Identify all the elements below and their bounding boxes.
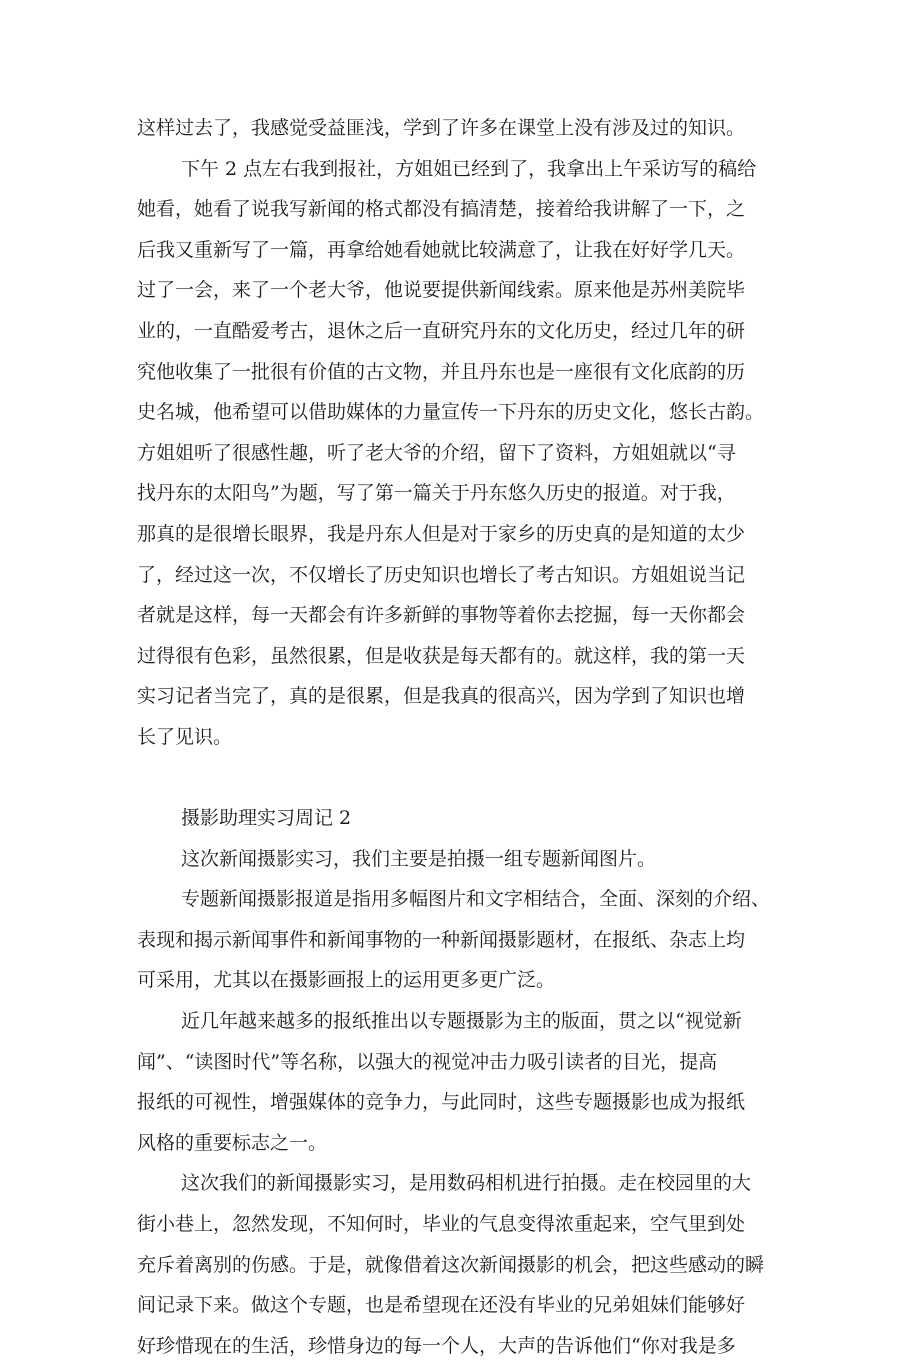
- text-line: 表现和揭示新闻事件和新闻事物的一种新闻摄影题材，在报纸、杂志上均: [137, 928, 746, 951]
- text-line: 她看，她看了说我写新闻的格式都没有搞清楚，接着给我讲解了一下，之: [137, 198, 746, 221]
- text-line: 可采用，尤其以在摄影画报上的运用更多更广泛。: [137, 969, 556, 992]
- text-line: 充斥着离别的伤感。于是，就像借着这次新闻摄影的机会，把这些感动的瞬: [137, 1253, 765, 1276]
- text-line: 间记录下来。做这个专题，也是希望现在还没有毕业的兄弟姐妹们能够好: [137, 1294, 746, 1317]
- text-line: 这样过去了，我感觉受益匪浅，学到了许多在课堂上没有涉及过的知识。: [137, 117, 746, 139]
- text-line: 这次新闻摄影实习，我们主要是拍摄一组专题新闻图片。: [181, 847, 657, 870]
- text-line: 专题新闻摄影报道是指用多幅图片和文字相结合，全面、深刻的介绍、: [181, 888, 771, 911]
- text-line: 好珍惜现在的生活，珍惜身边的每一个人，大声的告诉他们“你对我是多: [137, 1334, 736, 1357]
- text-line: 报纸的可视性，增强媒体的竞争力，与此同时，这些专题摄影也成为报纸: [137, 1091, 746, 1114]
- section-title: 摄影助理实习周记 2: [181, 807, 352, 830]
- paragraph-gap: [137, 758, 797, 799]
- text-line: 了，经过这一次，不仅增长了历史知识也增长了考古知识。方姐姐说当记: [137, 563, 746, 586]
- text-line: 实习记者当完了，真的是很累，但是我真的很高兴，因为学到了知识也增: [137, 685, 746, 708]
- text-line: 方姐姐听了很感性趣，听了老大爷的介绍，留下了资料，方姐姐就以“寻: [137, 441, 736, 464]
- document-page: [137, 108, 797, 1366]
- text-line: 闻”、“读图时代”等名称，以强大的视觉冲击力吸引读者的目光，提高: [137, 1050, 718, 1073]
- text-line: 街小巷上，忽然发现，不知何时，毕业的气息变得浓重起来，空气里到处: [137, 1213, 746, 1236]
- text-line: 这次我们的新闻摄影实习，是用数码相机进行拍摄。走在校园里的大: [181, 1172, 752, 1195]
- text-line: 究他收集了一批很有价值的古文物，并且丹东也是一座很有文化底韵的历: [137, 360, 746, 383]
- text-line: 风格的重要标志之一。: [137, 1131, 328, 1154]
- text-line: 史名城，他希望可以借助媒体的力量宣传一下丹东的历史文化，悠长古韵。: [137, 401, 765, 424]
- text-line: 近几年越来越多的报纸推出以专题摄影为主的版面，贯之以“视觉新: [181, 1010, 742, 1033]
- text-line: 后我又重新写了一篇，再拿给她看她就比较满意了，让我在好好学几天。: [137, 238, 746, 261]
- text-line: 业的，一直酷爱考古，退休之后一直研究丹东的文化历史，经过几年的研: [137, 319, 746, 342]
- text-line: 过得很有色彩，虽然很累，但是收获是每天都有的。就这样，我的第一天: [137, 644, 746, 667]
- text-line: 过了一会，来了一个老大爷，他说要提供新闻线索。原来他是苏州美院毕: [137, 279, 746, 302]
- text-line: 找丹东的太阳鸟”为题，写了第一篇关于丹东悠久历史的报道。对于我，: [137, 482, 736, 505]
- text-line: 那真的是很增长眼界，我是丹东人但是对于家乡的历史真的是知道的太少: [137, 522, 746, 545]
- text-line: 下午 2 点左右我到报社，方姐姐已经到了，我拿出上午采访写的稿给: [181, 157, 757, 180]
- text-line: 长了见识。: [137, 725, 233, 748]
- text-line: 者就是这样，每一天都会有许多新鲜的事物等着你去挖掘，每一天你都会: [137, 604, 746, 627]
